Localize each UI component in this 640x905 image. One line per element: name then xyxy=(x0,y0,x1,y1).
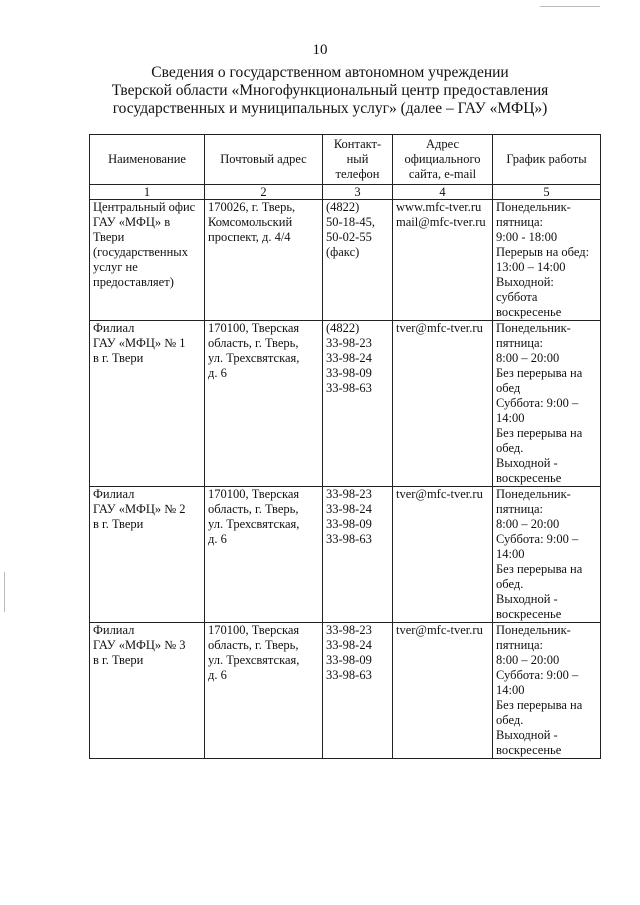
cell-line: 50-18-45, xyxy=(326,215,375,229)
cell-line: область, г. Тверь, xyxy=(208,638,299,652)
cell-line: обед. xyxy=(496,713,524,727)
cell-line: 170026, г. Тверь, xyxy=(208,200,296,214)
cell-line: 33-98-24 xyxy=(326,351,372,365)
cell-line: 14:00 xyxy=(496,411,525,425)
cell-line: Выходной - xyxy=(496,728,558,742)
cell-line: пятница: xyxy=(496,638,543,652)
column-number: 3 xyxy=(323,185,393,200)
cell-line: Без перерыва на xyxy=(496,562,583,576)
cell-line: обед. xyxy=(496,441,524,455)
cell-line: Суббота: 9:00 – xyxy=(496,668,579,682)
cell-line: суббота xyxy=(496,290,538,304)
header-schedule xyxy=(493,135,601,185)
title-line: Тверской области «Многофункциональный центр предоставления xyxy=(111,82,549,99)
cell-line: 170100, Тверская xyxy=(208,623,300,637)
cell-line: (факс) xyxy=(326,245,360,259)
column-numbers-row xyxy=(90,185,601,200)
cell-line: Филиал xyxy=(93,321,135,335)
column-number: 1 xyxy=(90,185,205,200)
cell-line: 14:00 xyxy=(496,683,525,697)
cell-line: Без перерыва на xyxy=(496,426,583,440)
cell-line: воскресенье xyxy=(496,607,562,621)
header-phone xyxy=(323,135,393,185)
column-number: 4 xyxy=(393,185,493,200)
cell-line: tver@mfc-tver.ru xyxy=(396,487,483,501)
cell-site xyxy=(393,623,493,759)
cell-line: 33-98-24 xyxy=(326,638,372,652)
cell-site xyxy=(393,200,493,321)
scan-artifact xyxy=(4,572,5,612)
cell-line: область, г. Тверь, xyxy=(208,336,299,350)
cell-line: услуг не xyxy=(93,260,138,274)
cell-line: д. 6 xyxy=(208,532,227,546)
cell-line: Выходной - xyxy=(496,592,558,606)
cell-name xyxy=(90,487,205,623)
cell-line: пятница: xyxy=(496,502,543,516)
cell-line: Наименование xyxy=(108,152,186,166)
cell-line: Твери xyxy=(93,230,125,244)
cell-line: Почтовый адрес xyxy=(220,152,307,166)
cell-line: д. 6 xyxy=(208,366,227,380)
cell-line: обед xyxy=(496,381,521,395)
cell-line: 33-98-23 xyxy=(326,487,372,501)
cell-line: (государственных xyxy=(93,245,188,259)
cell-line: Адрес xyxy=(425,137,460,151)
header-website-email xyxy=(393,135,493,185)
cell-line: обед. xyxy=(496,577,524,591)
cell-phone xyxy=(323,623,393,759)
cell-line: tver@mfc-tver.ru xyxy=(396,321,483,335)
title-line: Сведения о государственном автономном учреждении xyxy=(151,64,509,81)
cell-line: Суббота: 9:00 – xyxy=(496,532,579,546)
cell-line: Выходной - xyxy=(496,456,558,470)
document-title xyxy=(60,64,600,118)
cell-address xyxy=(205,487,323,623)
cell-line: проспект, д. 4/4 xyxy=(208,230,291,244)
cell-line: Перерыв на обед: xyxy=(496,245,590,259)
cell-name xyxy=(90,200,205,321)
cell-line: 8:00 – 20:00 xyxy=(496,653,560,667)
cell-line: ГАУ «МФЦ» в xyxy=(93,215,171,229)
cell-line: воскресенье xyxy=(496,471,562,485)
cell-line: 8:00 – 20:00 xyxy=(496,517,560,531)
cell-line: tver@mfc-tver.ru xyxy=(396,623,483,637)
cell-line: 33-98-24 xyxy=(326,502,372,516)
cell-line: 13:00 – 14:00 xyxy=(496,260,566,274)
cell-site xyxy=(393,321,493,487)
cell-line: 8:00 – 20:00 xyxy=(496,351,560,365)
cell-line: пятница: xyxy=(496,336,543,350)
cell-name xyxy=(90,321,205,487)
cell-phone xyxy=(323,321,393,487)
cell-line: Понедельник- xyxy=(496,321,571,335)
cell-address xyxy=(205,623,323,759)
cell-site xyxy=(393,487,493,623)
cell-line: воскресенье xyxy=(496,743,562,757)
cell-line: 33-98-23 xyxy=(326,623,372,637)
cell-line: График работы xyxy=(506,152,587,166)
title-line: государственных и муниципальных услуг» (далее – ГАУ «МФЦ») xyxy=(112,100,548,117)
cell-line: в г. Твери xyxy=(93,653,144,667)
cell-line: 33-98-09 xyxy=(326,517,372,531)
cell-line: Понедельник- xyxy=(496,487,571,501)
cell-line: Суббота: 9:00 – xyxy=(496,396,579,410)
cell-line: 14:00 xyxy=(496,547,525,561)
column-number: 5 xyxy=(493,185,601,200)
column-number: 2 xyxy=(205,185,323,200)
cell-line: 33-98-63 xyxy=(326,381,372,395)
cell-line: Понедельник- xyxy=(496,623,571,637)
page-number: 10 xyxy=(312,42,328,58)
table-row-branch-2 xyxy=(90,487,601,623)
cell-line: сайта, e-mail xyxy=(408,167,477,181)
cell-line: Без перерыва на xyxy=(496,698,583,712)
cell-line: 170100, Тверская xyxy=(208,487,300,501)
cell-line: область, г. Тверь, xyxy=(208,502,299,516)
cell-phone xyxy=(323,487,393,623)
cell-schedule xyxy=(493,487,601,623)
cell-line: 33-98-63 xyxy=(326,532,372,546)
cell-line: ул. Трехсвятская, xyxy=(208,351,300,365)
cell-phone xyxy=(323,200,393,321)
cell-line: 50-02-55 xyxy=(326,230,372,244)
cell-line: предоставляет) xyxy=(93,275,174,289)
cell-line: (4822) xyxy=(326,321,360,335)
cell-line: Комсомольский xyxy=(208,215,293,229)
table-row-branch-3 xyxy=(90,623,601,759)
cell-line: 170100, Тверская xyxy=(208,321,300,335)
cell-line: Филиал xyxy=(93,487,135,501)
mfc-info-table xyxy=(89,134,601,759)
cell-address xyxy=(205,321,323,487)
cell-line: www.mfc-tver.ru xyxy=(396,200,482,214)
cell-address xyxy=(205,200,323,321)
cell-schedule xyxy=(493,200,601,321)
scan-artifact xyxy=(540,6,600,7)
cell-schedule xyxy=(493,623,601,759)
header-name xyxy=(90,135,205,185)
table-row-branch-1 xyxy=(90,321,601,487)
cell-line: официального xyxy=(404,152,481,166)
cell-line: Выходной: xyxy=(496,275,554,289)
cell-line: (4822) xyxy=(326,200,360,214)
cell-line: Контакт- xyxy=(333,137,382,151)
cell-line: Понедельник- xyxy=(496,200,571,214)
cell-line: ул. Трехсвятская, xyxy=(208,653,300,667)
cell-line: телефон xyxy=(335,167,380,181)
cell-line: ул. Трехсвятская, xyxy=(208,517,300,531)
cell-line: 33-98-09 xyxy=(326,366,372,380)
cell-line: 33-98-09 xyxy=(326,653,372,667)
cell-line: 33-98-23 xyxy=(326,336,372,350)
cell-name xyxy=(90,623,205,759)
cell-line: ГАУ «МФЦ» № 3 xyxy=(93,638,186,652)
cell-line: 33-98-63 xyxy=(326,668,372,682)
cell-line: ГАУ «МФЦ» № 1 xyxy=(93,336,186,350)
cell-line: ГАУ «МФЦ» № 2 xyxy=(93,502,186,516)
table-row-central-office xyxy=(90,200,601,321)
cell-schedule xyxy=(493,321,601,487)
cell-line: ный xyxy=(346,152,369,166)
cell-line: 9:00 - 18:00 xyxy=(496,230,558,244)
cell-line: в г. Твери xyxy=(93,351,144,365)
table-header-row xyxy=(90,135,601,185)
cell-line: в г. Твери xyxy=(93,517,144,531)
cell-line: Без перерыва на xyxy=(496,366,583,380)
cell-line: Филиал xyxy=(93,623,135,637)
cell-line: д. 6 xyxy=(208,668,227,682)
cell-line: воскресенье xyxy=(496,305,562,319)
cell-line: Центральный офис xyxy=(93,200,196,214)
cell-line: mail@mfc-tver.ru xyxy=(396,215,486,229)
header-postal-address xyxy=(205,135,323,185)
cell-line: пятница: xyxy=(496,215,543,229)
